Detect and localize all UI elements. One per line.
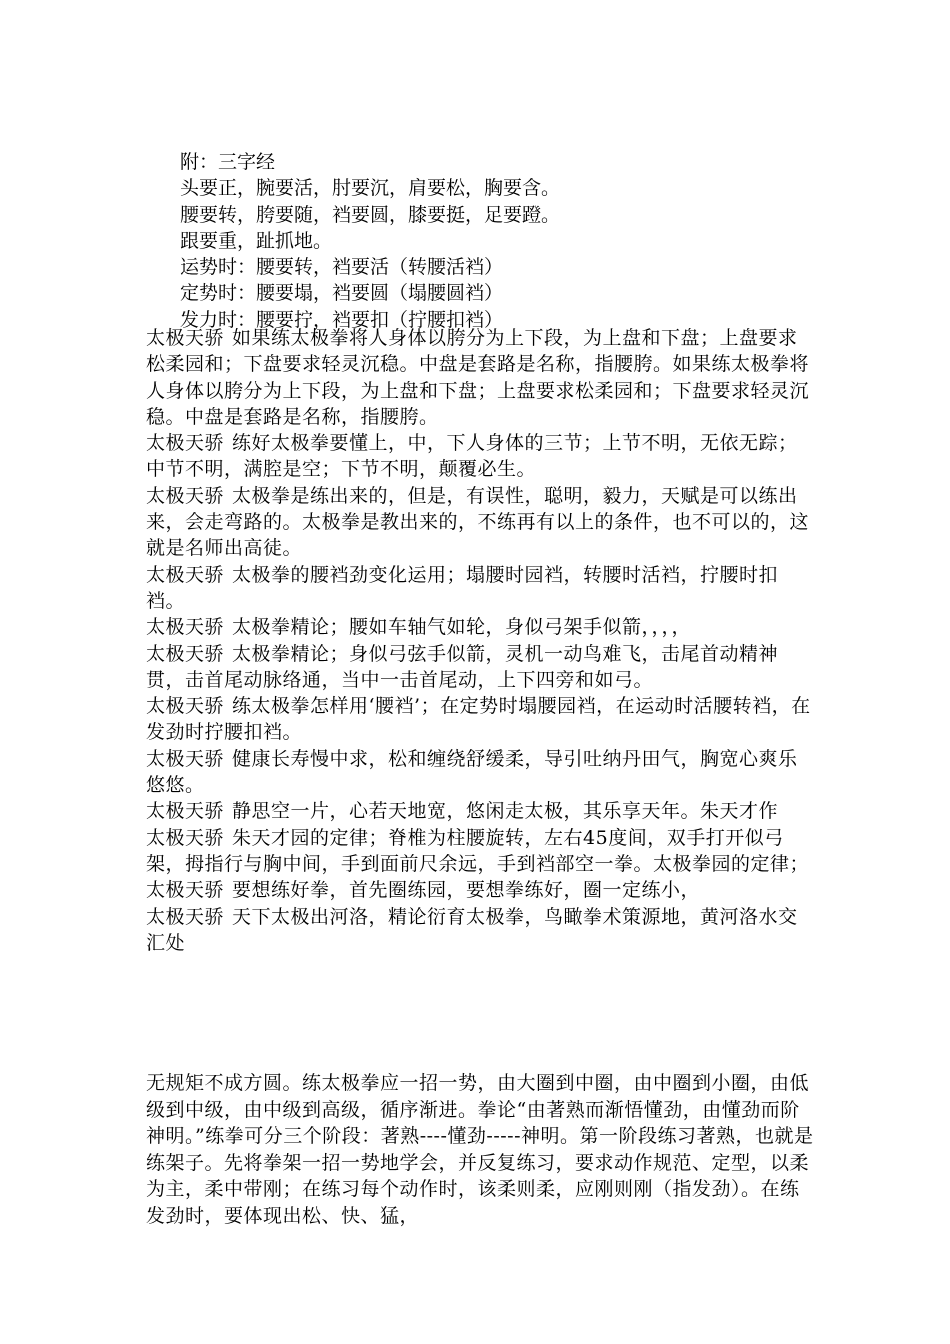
entry-text: 静思空一片，心若天地宽，悠闲走太极，其乐享天年。朱天才作: [232, 800, 779, 823]
entry-paragraph: [146, 746, 816, 799]
entry-paragraph: [146, 325, 816, 430]
entry-label: 太极天骄: [146, 747, 225, 770]
verse-line: 跟要重，趾抓地。: [180, 229, 333, 252]
entry-paragraph: [146, 430, 816, 483]
entry-paragraph: [146, 693, 816, 746]
entry-label: 太极天骄: [146, 800, 225, 823]
entry-text: 练好太极拳要懂上，中，下人身体的三节；上节不明，无依无踪；中节不明，满腔是空；下节不明，颠覆必生。: [146, 432, 798, 481]
entry-paragraph: [146, 825, 816, 878]
entry-label: 太极天骄: [146, 905, 225, 928]
verse-line: 发力时：腰要拧，裆要扣（拧腰扣裆）: [180, 308, 504, 331]
entry-text: 如果练太极拳将人身体以胯分为上下段，为上盘和下盘；上盘要求松柔园和；下盘要求轻灵沉稳。中盘是套路是名称，指腰胯。如果练太极拳将人身体以胯分为上下段，为上盘和下盘；上盘要求松柔园和；下盘要求轻灵沉稳。中盘是套路是名称，指腰胯。: [146, 327, 810, 428]
entry-text: 太极拳是练出来的，但是，有误性，聪明，毅力，天赋是可以练出来，会走弯路的。太极拳是教出来的，不练再有以上的条件，也不可以的，这就是名师出高徒。: [146, 484, 810, 560]
entry-label: 太极天骄: [146, 563, 225, 586]
verse-line: 头要正，腕要活，肘要沉，肩要松，胸要含。: [180, 177, 561, 200]
entry-paragraph: [146, 641, 816, 694]
entry-paragraph: [146, 877, 816, 903]
entry-text: 太极拳精论；身似弓弦手似箭，灵机一动鸟难飞，击尾首动精神贯，击首尾动脉络通，当中一击首尾动，上下四旁和如弓。: [146, 642, 779, 691]
entry-text: 健康长寿慢中求，松和缠绕舒缓柔，导引吐纳丹田气，胸宽心爽乐悠悠。: [146, 747, 798, 797]
entry-label: 太极天骄: [146, 642, 225, 665]
entry-label: 太极天骄: [146, 616, 225, 639]
entry-text: 太极拳精论；腰如车轴气如轮，身似弓架手似箭，，，，: [232, 616, 692, 639]
verse-title: 附：三字经: [180, 151, 276, 173]
entry-label: 太极天骄: [146, 327, 225, 349]
entry-paragraph: [146, 798, 816, 824]
entry-paragraph: [146, 904, 816, 957]
verse-line: 定势时：腰要塌，裆要圆（塌腰圆裆）: [180, 282, 504, 305]
verse-line: 运势时：腰要转，裆要活（转腰活裆）: [180, 256, 504, 279]
entry-text: 太极拳的腰裆劲变化运用；塌腰时园裆，转腰时活裆，拧腰时扣裆。: [146, 563, 779, 612]
training-stages-paragraph: 无规矩不成方圆。练太极拳应一招一势，由大圈到中圈，由中圈到小圈，由低级到中级，由中级到高级，循序渐进。拳论“由著熟而渐悟懂劲，由懂劲而阶神明。”练拳可分三个阶段：著熟----懂劲-----神明。第一阶段练习著熟，也就是练架子。先将拳架一招一势地学会，并反复练习，要求动作规范、定型，以柔为主，柔中带刚；在练习每个动作时，该柔则柔，应刚则刚（指发劲）。在练发劲时，要体现出松、快、猛，: [146, 1072, 814, 1227]
entry-label: 太极天骄: [146, 879, 225, 902]
three-character-verse: [180, 149, 560, 333]
entry-text: 朱天才园的定律；脊椎为柱腰旋转，左右45度间，双手打开似弓架，拇指行与胸中间，手到面前尺余远，手到裆部空一拳。太极拳园的定律；: [146, 826, 810, 875]
entry-text: 天下太极出河洛，精论衍育太极拳，鸟瞰拳术策源地，黄河洛水交汇处: [146, 905, 798, 954]
entry-paragraph: [146, 562, 816, 615]
entry-text: 练太极拳怎样用‘腰裆’；在定势时塌腰园裆，在运动时活腰转裆，在发劲时拧腰扣裆。: [146, 695, 811, 744]
entry-text: 要想练好拳，首先圈练园，要想拳练好，圈一定练小，: [232, 879, 701, 902]
entry-label: 太极天骄: [146, 432, 225, 455]
entry-label: 太极天骄: [146, 826, 225, 849]
entry-paragraph: [146, 483, 816, 562]
entry-label: 太极天骄: [146, 695, 225, 718]
entry-paragraph: [146, 614, 816, 640]
verse-line: 腰要转，胯要随，裆要圆，膝要挺，足要蹬。: [180, 203, 561, 226]
entry-label: 太极天骄: [146, 484, 225, 507]
entries-list: [146, 325, 816, 956]
